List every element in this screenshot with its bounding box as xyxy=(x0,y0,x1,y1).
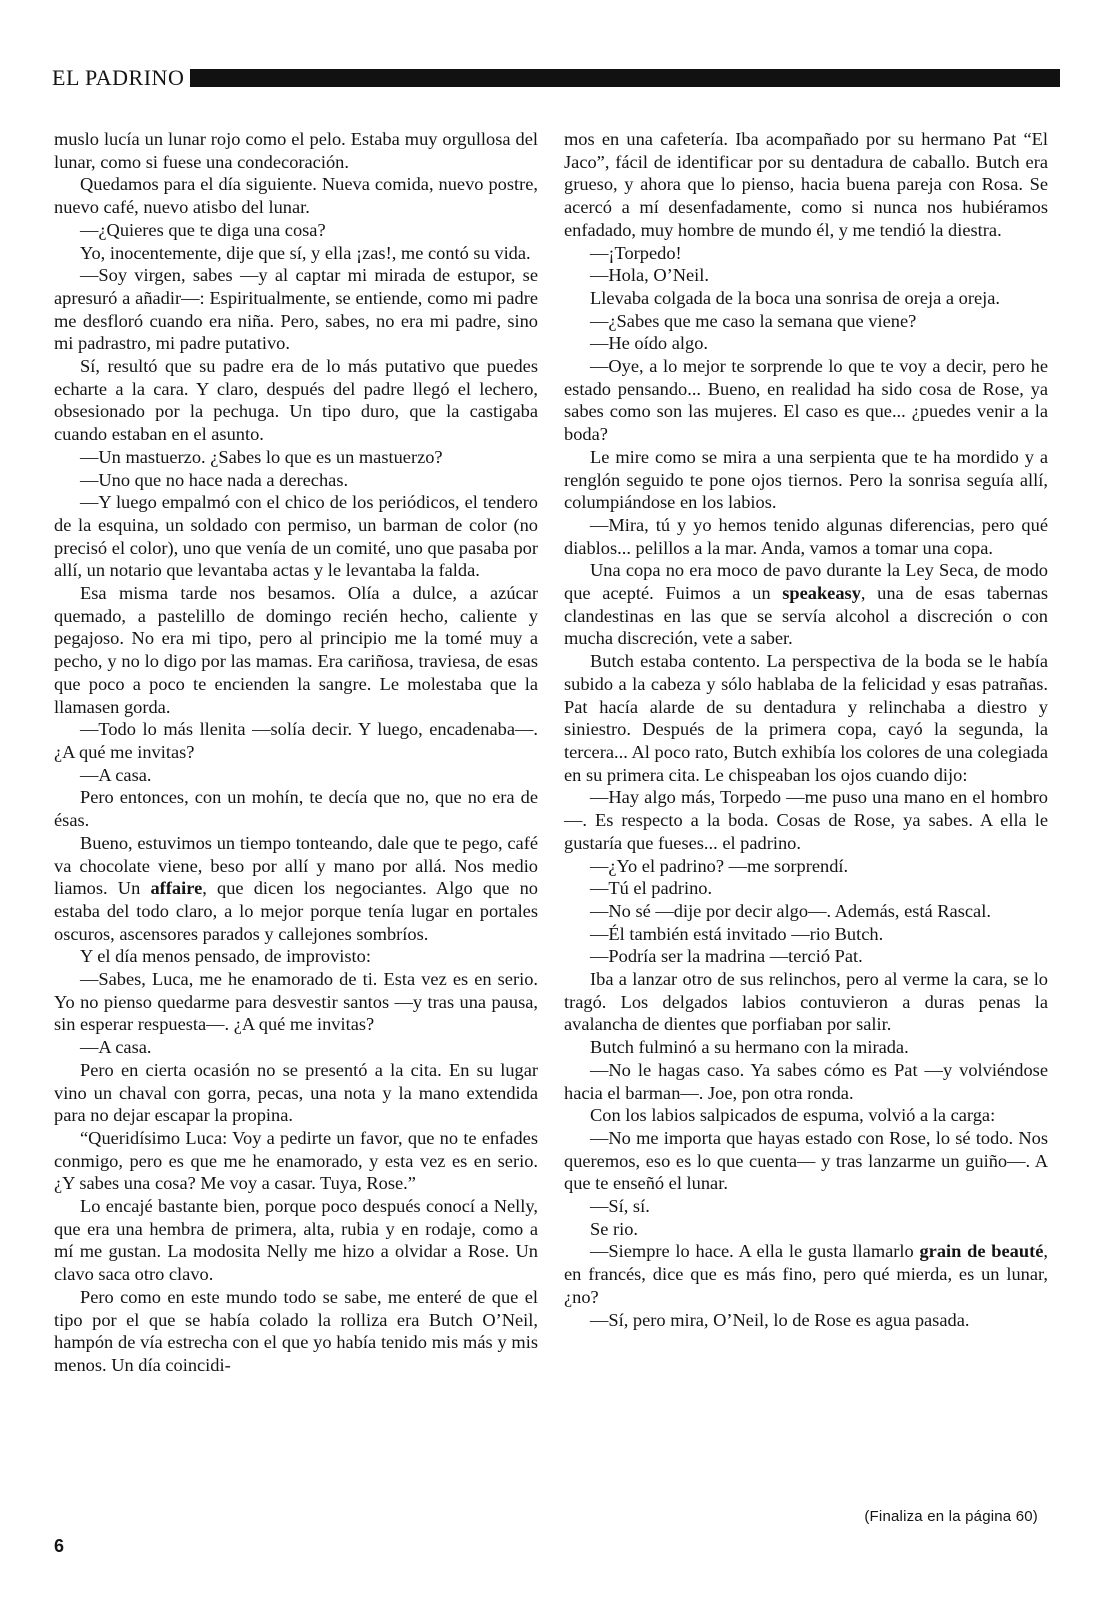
emphasized-term: affaire xyxy=(150,878,203,899)
paragraph-with-emphasis xyxy=(564,1240,1048,1308)
paragraph: —No me importa que hayas estado con Rose, lo sé todo. Nos queremos, eso es lo que cuenta— y tras lanzarme un guiño—. A que te enseñó el lunar. xyxy=(564,1127,1048,1194)
paragraph: Y el día menos pensado, de improvisto: xyxy=(80,946,371,967)
paragraph: Con los labios salpicados de espuma, volvió a la carga: xyxy=(590,1105,996,1126)
paragraph: Esa misma tarde nos besamos. Olía a dulce, a azúcar quemado, a pastelillo de domingo recién hecho, caliente y pegajoso. No era mi tipo, pero al principio me la tomé muy a pecho, y no lo digo por las mamas. Era cariñosa, traviesa, de esas que poco a poco te encienden la sangre. Le molestaba que la llamasen gorda. xyxy=(54,583,538,717)
paragraph: —Hola, O’Neil. xyxy=(590,265,710,286)
paragraph: Iba a lanzar otro de sus relinchos, pero al verme la cara, se lo tragó. Los delgados labios contuvieron a duras penas la avalancha de dientes que porfiaban por salir. xyxy=(564,969,1048,1035)
paragraph: —Sí, sí. xyxy=(590,1196,650,1217)
text-run: Bueno, estuvimos un tiempo tonteando, dale que te pego, café va chocolate viene, beso por allí y mano por allá. Nos medio liamos. Un xyxy=(54,832,538,899)
paragraph: Se rio. xyxy=(590,1218,639,1239)
paragraph: mos en una cafetería. Iba acompañado por su hermano Pat “El Jaco”, fácil de identificar por su dentadura de caballo. Butch era grueso, y ahora que lo pienso, hacia buena pareja con Rosa. Se acercó a mí desenfadamente, como si nunca nos hubiéramos enfadado, muy hombre de mundo él, y me tendió la diestra. xyxy=(564,129,1048,240)
paragraph: —Él también está invitado —rio Butch. xyxy=(590,923,884,944)
running-header xyxy=(52,64,1060,92)
paragraph: —Sí, pero mira, O’Neil, lo de Rose es agua pasada. xyxy=(590,1309,970,1330)
paragraph: Quedamos para el día siguiente. Nueva comida, nuevo postre, nuevo café, nuevo atisbo del lunar. xyxy=(54,174,538,218)
paragraph: Butch fulminó a su hermano con la mirada. xyxy=(590,1037,909,1058)
left-text-column xyxy=(54,128,538,1377)
paragraph: —¿Quieres que te diga una cosa? xyxy=(80,219,326,240)
paragraph-with-emphasis xyxy=(54,832,538,946)
text-run: , en francés, dice que es más fino, pero qué mierda, es un lunar, ¿no? xyxy=(564,1241,1048,1307)
paragraph: Pero como en este mundo todo se sabe, me enteré de que el tipo por el que se había colado la rolliza era Butch O’Neil, hampón de vía estrecha con el que yo había tenido mis más y mis menos. Un día coincidi- xyxy=(54,1286,538,1375)
paragraph: Pero entonces, con un mohín, te decía que no, que no era de ésas. xyxy=(54,787,538,831)
paragraph: —Y luego empalmó con el chico de los periódicos, el tendero de la esquina, un soldado con permiso, un barman de color (no precisó el color), uno que venía de un comité, uno que pasaba por allí, un notario que levantaba actas y le levantaba la falda. xyxy=(54,492,538,581)
paragraph: —Un mastuerzo. ¿Sabes lo que es un mastuerzo? xyxy=(80,446,443,467)
paragraph: —No le hagas caso. Ya sabes cómo es Pat —y volviéndose hacia el barman—. Joe, pon otra ronda. xyxy=(564,1059,1048,1103)
paragraph: muslo lucía un lunar rojo como el pelo. Estaba muy orgullosa del lunar, como si fuese una condecoración. xyxy=(54,129,538,172)
text-run: Una copa no era moco de pavo durante la Ley Seca, de modo que acepté. Fuimos a un xyxy=(564,560,1048,604)
paragraph: —¿Yo el padrino? —me sorprendí. xyxy=(590,855,849,876)
paragraph: Butch estaba contento. La perspectiva de la boda se le había subido a la cabeza y sólo hablaba de la felicidad y esas patrañas. Pat hacía alarde de su dentadura y relinchaba a diestro y siniestro. Después de la primera copa, cayó la segunda, la tercera... Al poco rato, Butch exhibía los colores de una colegiada en su primera cita. Le chispeaban los ojos cuando dijo: xyxy=(564,651,1048,785)
paragraph: Le mire como se mira a una serpienta que te ha mordido y a renglón seguido te pone ojos tiernos. Pero la sonrisa seguía allí, columpiándose en los labios. xyxy=(564,446,1048,513)
paragraph: —He oído algo. xyxy=(590,333,708,354)
paragraph: —Tú el padrino. xyxy=(590,878,713,899)
paragraph: —¡Torpedo! xyxy=(590,242,682,263)
text-run: , que dicen los negociantes. Algo que no estaba del todo claro, a lo mejor porque tenía lugar en portales oscuros, ascensores parados y callejones sombríos. xyxy=(54,878,538,944)
header-rule-bar xyxy=(190,69,1060,87)
paragraph: —Podría ser la madrina —terció Pat. xyxy=(590,946,863,967)
paragraph: —Mira, tú y yo hemos tenido algunas diferencias, pero qué diablos... pelillos a la mar. Anda, vamos a tomar una copa. xyxy=(564,514,1048,558)
section-title: EL PADRINO xyxy=(52,65,185,90)
paragraph-with-emphasis xyxy=(564,559,1048,650)
paragraph: Yo, inocentemente, dije que sí, y ella ¡zas!, me contó su vida. xyxy=(80,242,531,263)
paragraph: —A casa. xyxy=(80,764,152,785)
paragraph: —No sé —dije por decir algo—. Además, está Rascal. xyxy=(590,900,991,921)
page-number: 6 xyxy=(54,1536,65,1556)
paragraph: —Oye, a lo mejor te sorprende lo que te voy a decir, pero he estado pensando... Bueno, en realidad ha sido cosa de Rose, ya sabes como son las mujeres. El caso es que... ¿puedes venir a la boda? xyxy=(564,356,1048,445)
paragraph: —Sabes, Luca, me he enamorado de ti. Esta vez es en serio. Yo no pienso quedarme para desvestir santos —y tras una pausa, sin esperar respuesta—. ¿A qué me invitas? xyxy=(54,969,538,1035)
emphasized-term: grain de beauté xyxy=(919,1241,1044,1262)
paragraph: Pero en cierta ocasión no se presentó a la cita. En su lugar vino un chaval con gorra, pecas, una nota y la mano extendida para no dejar escapar la propina. xyxy=(54,1059,538,1126)
paragraph: —Soy virgen, sabes —y al captar mi mirada de estupor, se apresuró a añadir—: Espiritualmente, se entiende, como mi padre me desfloró cuando era niña. Pero, sabes, no era mi padre, sino mi padrastro, mi padre putativo. xyxy=(54,265,538,354)
continuation-note: (Finaliza en la página 60) xyxy=(864,1508,1038,1525)
paragraph: Lo encajé bastante bien, porque poco después conocí a Nelly, que era una hembra de primera, alta, rubia y en rodaje, como a mí me gustan. La modosita Nelly me hizo a olvidar a Rose. Un clavo saca otro clavo. xyxy=(54,1196,538,1285)
right-text-column xyxy=(564,128,1048,1331)
paragraph: —Uno que no hace nada a derechas. xyxy=(80,469,349,490)
paragraph: Llevaba colgada de la boca una sonrisa de oreja a oreja. xyxy=(590,287,1001,308)
paragraph: —A casa. xyxy=(80,1037,152,1058)
paragraph: —Todo lo más llenita —solía decir. Y luego, encadenaba—. ¿A qué me invitas? xyxy=(54,719,538,762)
paragraph: Sí, resultó que su padre era de lo más putativo que puedes echarte a la cara. Y claro, después del padre llegó el lechero, obsesionado por la pechuga. Un tipo duro, que la castigaba cuando estaban en el asunto. xyxy=(54,356,538,445)
paragraph: —¿Sabes que me caso la semana que viene? xyxy=(590,310,917,331)
paragraph: —Hay algo más, Torpedo —me puso una mano en el hombro—. Es respecto a la boda. Cosas de Rose, ya sabes. A ella le gustaría que fueses... el padrino. xyxy=(564,787,1048,853)
text-run: , una de esas tabernas clandestinas en las que se servía alcohol a discreción o con mucha discreción, vete a saber. xyxy=(564,583,1048,649)
emphasized-term: speakeasy xyxy=(782,583,861,604)
paragraph: “Queridísimo Luca: Voy a pedirte un favor, que no te enfades conmigo, pero es que me he enamorado, y esta vez es en serio. ¿Y sabes una cosa? Me voy a casar. Tuya, Rose.” xyxy=(54,1127,538,1194)
text-run: —Siempre lo hace. A ella le gusta llamarlo xyxy=(590,1241,914,1262)
